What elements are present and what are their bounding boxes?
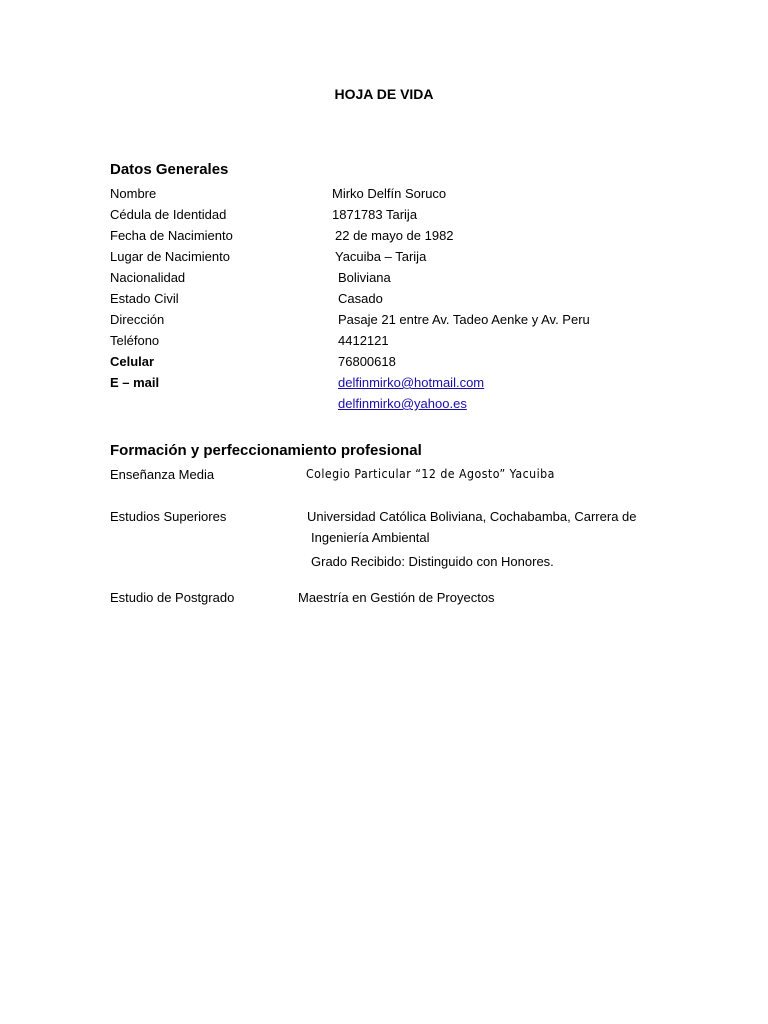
- value-direccion: Pasaje 21 entre Av. Tadeo Aenke y Av. Peru: [338, 312, 590, 327]
- value-fecha-nacimiento: 22 de mayo de 1982: [335, 228, 454, 243]
- label-estado-civil: Estado Civil: [110, 291, 179, 306]
- value-celular: 76800618: [338, 354, 396, 369]
- label-nombre: Nombre: [110, 186, 157, 201]
- label-nacionalidad: Nacionalidad: [110, 270, 186, 285]
- label-cedula: Cédula de Identidad: [110, 207, 227, 222]
- value-nacionalidad: Boliviana: [338, 270, 391, 285]
- label-estudios-superiores: Estudios Superiores: [110, 509, 227, 524]
- document-title: HOJA DE VIDA: [334, 86, 434, 102]
- label-email: E – mail: [110, 375, 160, 390]
- value-estudios-superiores-line2: Ingeniería Ambiental: [311, 530, 430, 545]
- section-heading-general: Datos Generales: [110, 161, 229, 178]
- label-estudio-postgrado: Estudio de Postgrado: [110, 590, 235, 605]
- label-telefono: Teléfono: [110, 333, 160, 348]
- value-estudios-superiores-line1: Universidad Católica Boliviana, Cochabamba, Carrera de: [307, 509, 637, 524]
- value-telefono: 4412121: [338, 333, 389, 348]
- label-ensenanza-media: Enseñanza Media: [110, 467, 215, 482]
- value-cedula: 1871783 Tarija: [332, 207, 418, 222]
- value-estudio-postgrado: Maestría en Gestión de Proyectos: [298, 590, 495, 605]
- email-link-hotmail[interactable]: delfinmirko@hotmail.com: [338, 375, 485, 390]
- label-lugar-nacimiento: Lugar de Nacimiento: [110, 249, 230, 264]
- label-direccion: Dirección: [110, 312, 165, 327]
- value-nombre: Mirko Delfín Soruco: [332, 186, 447, 201]
- label-celular: Celular: [110, 354, 155, 369]
- value-grado-recibido: Grado Recibido: Distinguido con Honores.: [311, 554, 554, 569]
- email-link-yahoo[interactable]: delfinmirko@yahoo.es: [338, 396, 467, 411]
- value-lugar-nacimiento: Yacuiba – Tarija: [335, 249, 427, 264]
- label-fecha-nacimiento: Fecha de Nacimiento: [110, 228, 233, 243]
- section-heading-education: Formación y perfeccionamiento profesional: [110, 442, 422, 459]
- value-estado-civil: Casado: [338, 291, 383, 306]
- value-ensenanza-media: Colegio Particular “12 de Agosto” Yacuiba: [306, 467, 555, 481]
